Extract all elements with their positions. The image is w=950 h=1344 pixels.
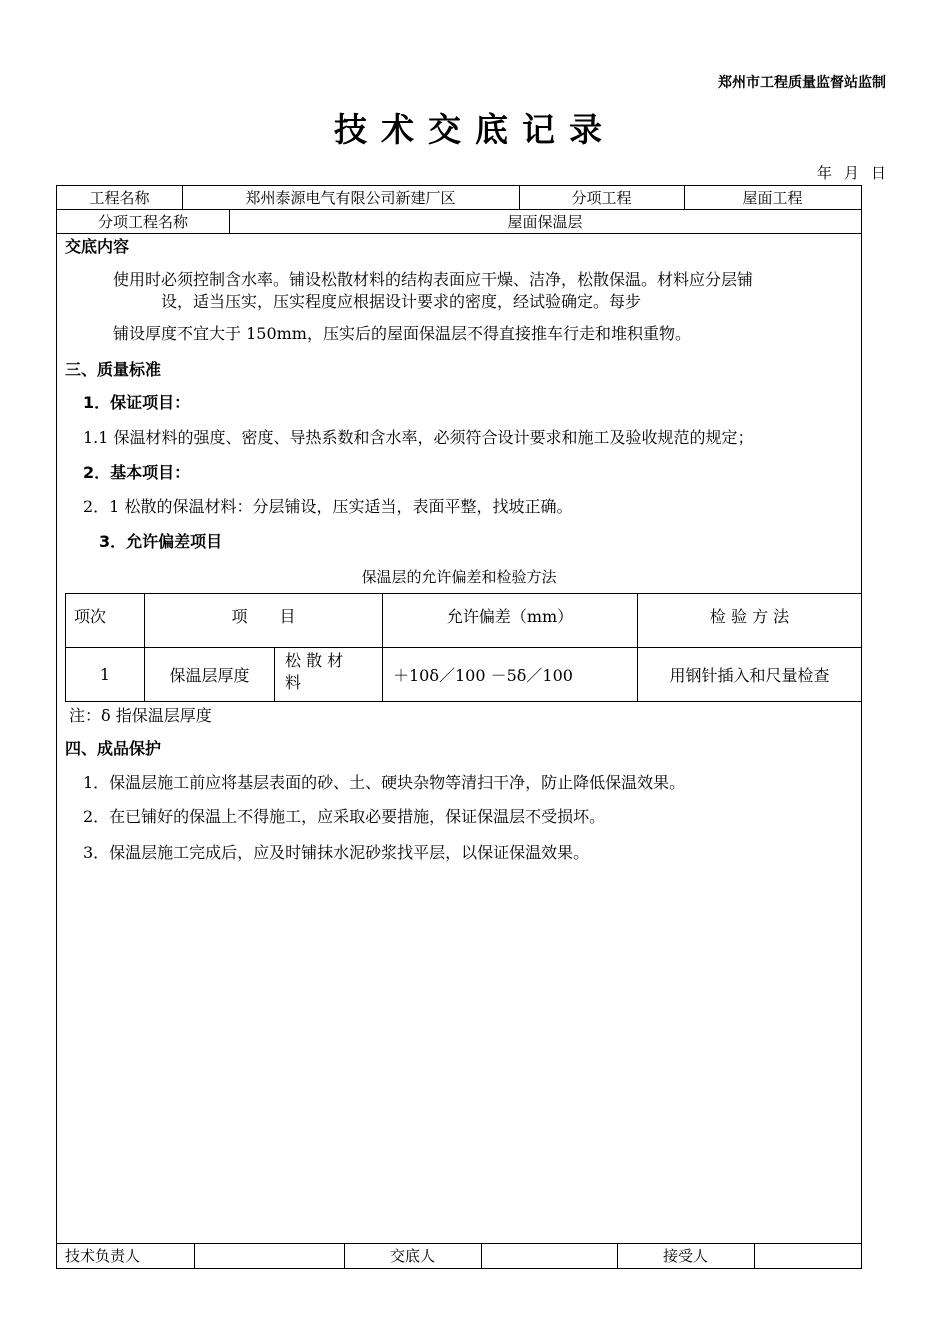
row-no: 1 bbox=[66, 648, 145, 702]
sub-project-label: 分项工程 bbox=[571, 189, 632, 207]
date-line bbox=[805, 162, 886, 183]
content-heading: 交底内容 bbox=[65, 237, 130, 256]
project-name-label: 工程名称 bbox=[89, 189, 150, 207]
quality-heading: 三、质量标准 bbox=[65, 360, 162, 379]
table-note: 注：δ 指保温层厚度 bbox=[69, 706, 212, 725]
table-caption: 保温层的允许偏差和检验方法 bbox=[361, 568, 557, 586]
receiver-label: 接受人 bbox=[662, 1247, 708, 1265]
row-method: 用钢针插入和尺量检查 bbox=[638, 648, 862, 702]
deviation-heading: 3．允许偏差项目 bbox=[99, 532, 223, 551]
header-item: 项 目 bbox=[145, 594, 383, 648]
guarantee-heading: 1．保证项目： bbox=[83, 393, 191, 412]
content-paragraph-1-line-2: 设，适当压实，压实程度应根据设计要求的密度，经试验确定。每步 bbox=[161, 292, 642, 311]
basic-heading: 2．基本项目： bbox=[83, 463, 191, 482]
document-title: 技术交底记录 bbox=[334, 110, 616, 149]
protection-item-1: 1．保温层施工前应将基层表面的砂、土、硬块杂物等清扫干净，防止降低保温效果。 bbox=[83, 773, 686, 792]
row-subitem bbox=[275, 648, 383, 702]
basic-item: 2．1 松散的保温材料：分层铺设，压实适当，表面平整，找坡正确。 bbox=[83, 497, 573, 516]
date-year: 年 bbox=[816, 164, 832, 182]
deviation-table bbox=[65, 593, 862, 702]
row-item: 保温层厚度 bbox=[145, 648, 275, 702]
row-subitem-line-2: 料 bbox=[285, 673, 302, 692]
content-paragraph-2: 铺设厚度不宜大于 150mm，压实后的屋面保温层不得直接推车行走和堆积重物。 bbox=[113, 324, 691, 343]
table-row bbox=[66, 648, 862, 702]
sub-project-name-value: 屋面保温层 bbox=[507, 213, 583, 231]
row-subitem-line-1: 松 散 材 bbox=[285, 651, 344, 670]
table-header-row bbox=[66, 594, 862, 648]
project-name-value: 郑州泰源电气有限公司新建厂区 bbox=[245, 189, 456, 207]
guarantee-item: 1.1 保温材料的强度、密度、导热系数和含水率，必须符合设计要求和施工及验收规范的规定； bbox=[83, 428, 754, 447]
content-paragraph-1-line-1: 使用时必须控制含水率。铺设松散材料的结构表面应干燥、洁净，松散保温。材料应分层铺 bbox=[113, 270, 754, 289]
supervisor-label: 郑州市工程质量监督站监制 bbox=[718, 75, 886, 91]
date-day: 日 bbox=[870, 164, 886, 182]
sub-project-value: 屋面工程 bbox=[742, 189, 803, 207]
header-no: 项次 bbox=[66, 594, 145, 648]
row-deviation: ＋10δ／100 －5δ／100 bbox=[383, 648, 638, 702]
protection-heading: 四、成品保护 bbox=[65, 739, 162, 758]
header-method: 检 验 方 法 bbox=[638, 594, 862, 648]
protection-item-3: 3．保温层施工完成后，应及时铺抹水泥砂浆找平层，以保证保温效果。 bbox=[83, 843, 590, 862]
sub-project-name-label: 分项工程名称 bbox=[97, 213, 188, 231]
discloser-label: 交底人 bbox=[389, 1247, 435, 1265]
header-deviation: 允许偏差（mm） bbox=[383, 594, 638, 648]
record-frame bbox=[56, 185, 862, 1269]
content-paragraph-1 bbox=[113, 269, 858, 313]
tech-lead-label: 技术负责人 bbox=[65, 1247, 141, 1265]
protection-item-2: 2．在已铺好的保温上不得施工，应采取必要措施，保证保温层不受损坏。 bbox=[83, 807, 606, 826]
date-month: 月 bbox=[843, 164, 859, 182]
